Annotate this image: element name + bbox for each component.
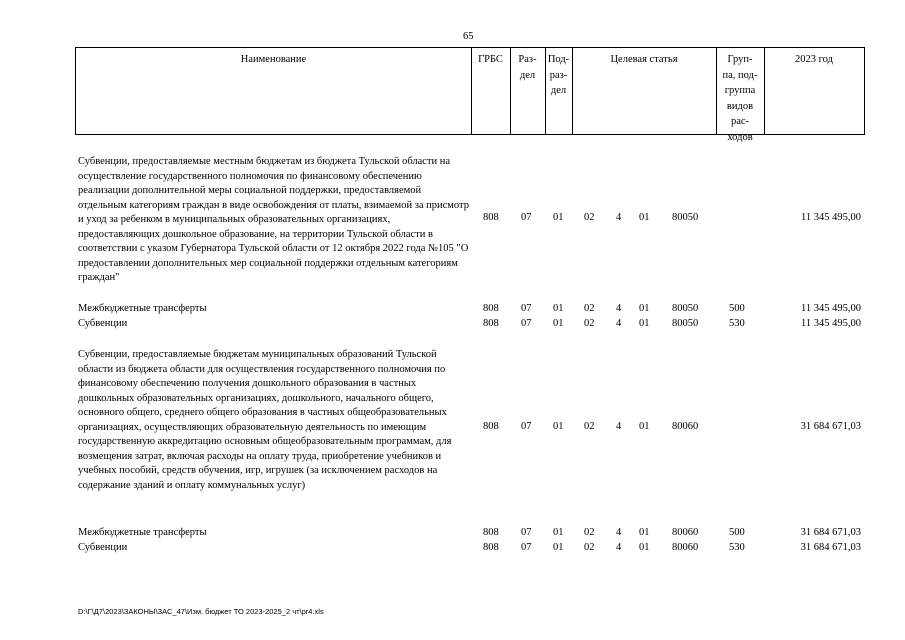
row-name: Субвенции, предоставляемые бюджетам муниципальных образований Тульской области из бюджета области для осуществления государственного полномочия по финансовому обеспечению получения дошкольного образования в частных дошкольных образовательных организациях, дошкольного, начального общего, основного общего, среднего общего образования в частных общеобразовательных организациях, осуществляющих образовательную деятельность по имеющим государственную аккредитацию основным общеобразовательным программам, для возмещения затрат, включая расходы на оплату труда, приобретение учебников и учебных пособий, средств обучения, игр, игрушек (за исключением расходов на содержание зданий и оплату коммунальных услуг) [78, 349, 452, 491]
cell-razdel: 07 [521, 212, 532, 223]
page-number: 65 [463, 31, 474, 42]
cell-amount: 31 684 671,03 [800, 421, 861, 432]
cell-amount: 31 684 671,03 [800, 542, 861, 553]
cell-grbs: 808 [483, 542, 499, 553]
cell-razdel: 07 [521, 318, 532, 329]
cell-cs4: 80050 [672, 303, 699, 314]
cell-vr: 500 [729, 303, 745, 314]
table-row [0, 420, 905, 433]
cell-cs2: 4 [616, 421, 622, 432]
cell-amount: 11 345 495,00 [801, 303, 861, 314]
header-celevaya-statya: Целевая статья [610, 54, 678, 65]
cell-podrazdel: 01 [553, 303, 564, 314]
cell-cs2: 4 [616, 318, 622, 329]
cell-podrazdel: 01 [553, 318, 564, 329]
cell-cs2: 4 [616, 212, 622, 223]
cell-razdel: 07 [521, 527, 532, 538]
cell-grbs: 808 [483, 421, 499, 432]
cell-cs4: 80060 [672, 421, 699, 432]
cell-cs1: 02 [584, 542, 595, 553]
cell-cs2: 4 [616, 303, 622, 314]
table-header [75, 47, 865, 143]
cell-grbs: 808 [483, 527, 499, 538]
cell-cs4: 80050 [672, 318, 699, 329]
cell-podrazdel: 01 [553, 527, 564, 538]
cell-name: Субвенции [78, 542, 128, 553]
header-grbs: ГРБС [478, 54, 503, 65]
cell-cs1: 02 [584, 212, 595, 223]
table-row [0, 317, 905, 330]
header-podrazdel: Под- раз- дел [547, 54, 570, 96]
cell-podrazdel: 01 [553, 212, 564, 223]
cell-cs2: 4 [616, 527, 622, 538]
cell-grbs: 808 [483, 212, 499, 223]
header-name: Наименование [240, 54, 307, 65]
cell-grbs: 808 [483, 303, 499, 314]
cell-cs1: 02 [584, 318, 595, 329]
cell-cs3: 01 [639, 303, 650, 314]
cell-grbs: 808 [483, 318, 499, 329]
row-name: Субвенции, предоставляемые местным бюджетам из бюджета Тульской области на осуществление государственного полномочия по финансовому обеспечению реализации дополнительной меры социальной поддержки, предоставляемой отдельным категориям граждан в виде освобождения от платы, взимаемой за присмотр и уход за ребенком в муниципальных образовательных организациях, предоставляющих дошкольное образование, на территории Тульской области в соответствии с указом Губернатора Тульской области от 12 октября 2022 года №105 "О предоставлении дополнительных мер социальной поддержки отдельным категориям граждан" [78, 156, 470, 283]
cell-amount: 11 345 495,00 [801, 318, 861, 329]
cell-amount: 11 345 495,00 [801, 212, 861, 223]
cell-cs2: 4 [616, 542, 622, 553]
cell-vr: 500 [729, 527, 745, 538]
cell-razdel: 07 [521, 421, 532, 432]
footer-file-path: D:\Г\Д7\2023\ЗАКОНЫ\ЗАС_47\Изм. бюджет ТО 2023-2025_2 чт\pr4.xls [78, 607, 324, 616]
cell-podrazdel: 01 [553, 421, 564, 432]
cell-amount: 31 684 671,03 [800, 527, 861, 538]
cell-name: Межбюджетные трансферты [78, 527, 207, 538]
cell-name: Субвенции [78, 318, 128, 329]
cell-razdel: 07 [521, 303, 532, 314]
cell-cs1: 02 [584, 527, 595, 538]
table-row [0, 526, 905, 539]
cell-cs4: 80060 [672, 542, 699, 553]
cell-cs1: 02 [584, 421, 595, 432]
cell-name: Межбюджетные трансферты [78, 303, 207, 314]
cell-cs3: 01 [639, 527, 650, 538]
table-row [0, 211, 905, 224]
cell-cs3: 01 [639, 318, 650, 329]
header-year: 2023 год [795, 54, 833, 65]
cell-cs3: 01 [639, 542, 650, 553]
header-gruppa-vidov-rashodov: Груп- па, под- группа видов рас- ходов [722, 54, 758, 143]
table-row [0, 302, 905, 315]
cell-cs4: 80050 [672, 212, 699, 223]
cell-podrazdel: 01 [553, 542, 564, 553]
cell-razdel: 07 [521, 542, 532, 553]
cell-vr: 530 [729, 318, 745, 329]
cell-cs4: 80060 [672, 527, 699, 538]
table-row [0, 541, 905, 554]
cell-cs1: 02 [584, 303, 595, 314]
cell-vr: 530 [729, 542, 745, 553]
cell-cs3: 01 [639, 212, 650, 223]
cell-cs3: 01 [639, 421, 650, 432]
header-razdel: Раз- дел [518, 54, 537, 81]
